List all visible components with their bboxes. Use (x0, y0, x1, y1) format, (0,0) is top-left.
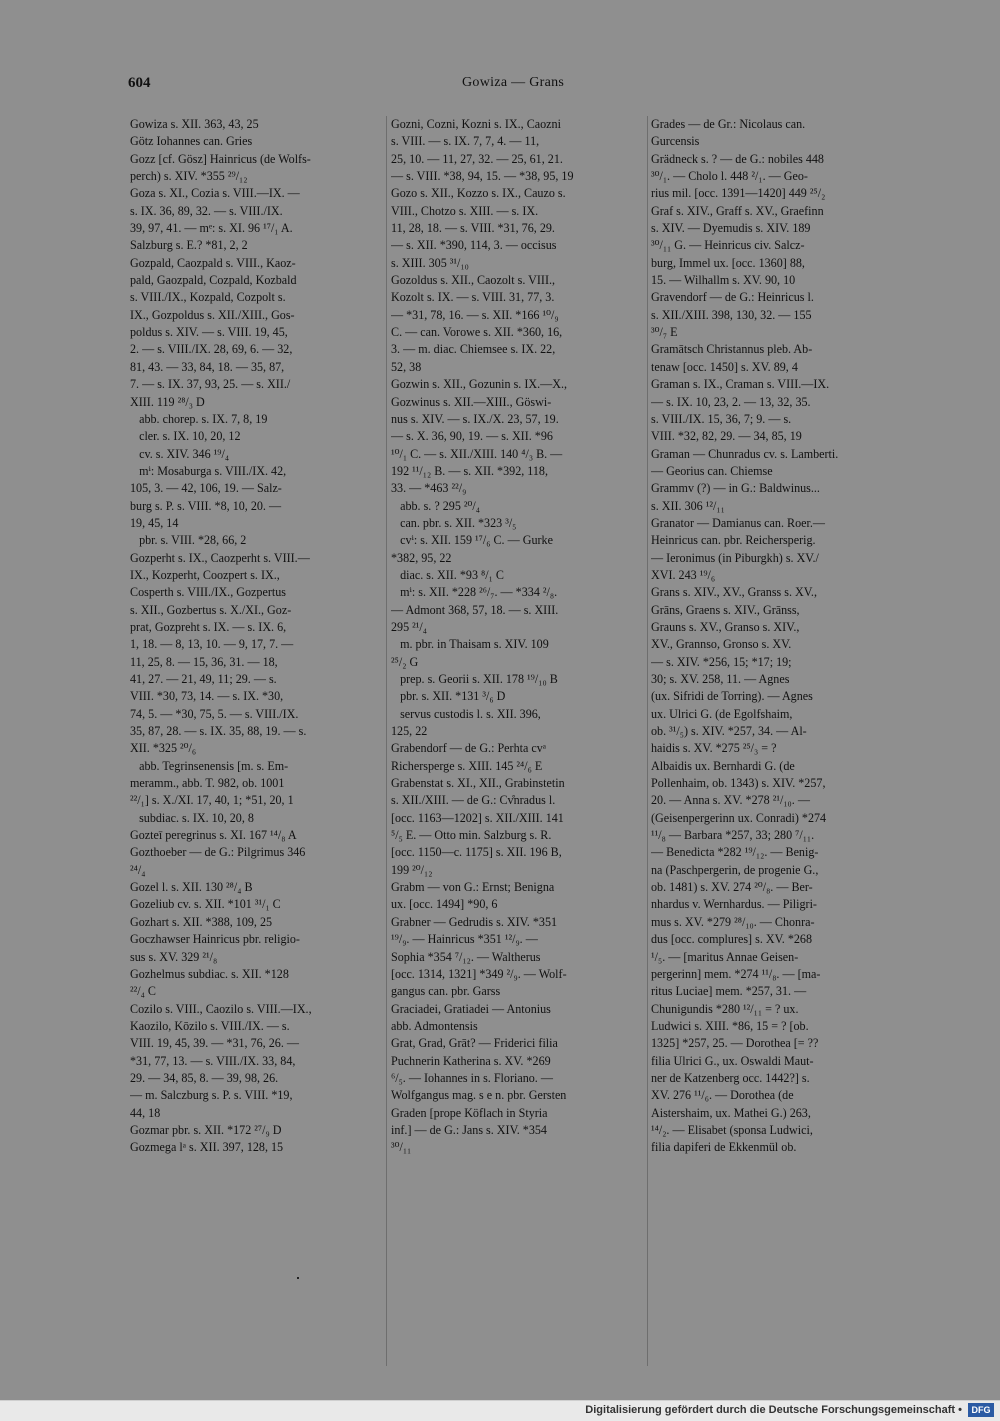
column-divider (386, 116, 387, 1366)
index-line: s. XII. 306 ¹²/₁₁ (651, 498, 725, 513)
index-line: gangus can. pbr. Garss (391, 984, 501, 999)
index-line: Gurcensis (651, 134, 700, 149)
index-line: 20. — Anna s. XV. *278 ²¹/₁₀. — (651, 793, 810, 808)
index-line: — Benedicta *282 ¹⁹/₁₂. — Benig- (651, 845, 819, 860)
index-line: prep. s. Georii s. XII. 178 ¹⁹/₁₀ B (391, 672, 558, 686)
index-line: pbr. s. XII. *131 ³/₆ D (391, 689, 506, 704)
index-line: [occ. 1163—1202] s. XII./XIII. 141 (391, 810, 564, 825)
index-line: s. VIII./IX., Kozpald, Cozpolt s. (130, 290, 286, 305)
index-line: subdiac. s. IX. 10, 20, 8 (130, 810, 254, 825)
index-line: Gozwinus s. XII.—XIII., Göswi- (391, 394, 552, 409)
index-line: rius mil. [occ. 1391—1420] 449 ²⁵/₂ (651, 186, 826, 201)
index-line: C. — can. Vorowe s. XII. *360, 16, (391, 325, 563, 340)
index-line: can. pbr. s. XII. *323 ³/₅ (391, 515, 517, 530)
index-line: IX., Kozperht, Coozpert s. IX., (130, 567, 280, 582)
index-line: ³⁰/₁₁ G. — Heinricus civ. Salcz- (651, 238, 805, 253)
index-line: ¹⁰/₁ C. — s. XII./XIII. 140 ⁴/₃ B. — (391, 446, 563, 461)
index-line: 1325] *257, 25. — Dorothea [= ?? (651, 1036, 819, 1051)
index-line: prat, Gozpreht s. IX. — s. IX. 6, (130, 619, 287, 634)
index-line: Gozmar pbr. s. XII. *172 ²⁷/₉ D (130, 1122, 282, 1137)
index-line: 105, 3. — 42, 106, 19. — Salz- (130, 481, 282, 496)
index-line: Goza s. XI., Cozia s. VIII.—IX. — (130, 186, 300, 201)
index-line: ner de Katzenberg occ. 1442?] s. (651, 1070, 810, 1085)
index-line: ¹¹/₈ — Barbara *257, 33; 280 ⁷/₁₁. (651, 828, 815, 843)
index-line: XII. *325 ²⁰/₆ (130, 741, 197, 756)
index-line: 2. — s. VIII./IX. 28, 69, 6. — 32, (130, 342, 293, 357)
page-number: 604 (128, 75, 151, 91)
index-line: Gravendorf — de G.: Heinricus l. (651, 290, 814, 305)
index-line: 33. — *463 ²²/₉ (391, 481, 467, 496)
index-line: s. VIII./IX. 15, 36, 7; 9. — s. (651, 411, 792, 426)
index-line: Gozhart s. XII. *388, 109, 25 (130, 914, 273, 929)
index-line: Gozteī peregrinus s. XI. 167 ¹⁴/₈ A (130, 828, 297, 843)
index-line: Heinricus can. pbr. Reichersperig. (651, 533, 816, 548)
index-line: 192 ¹¹/₁₂ B. — s. XII. *392, 118, (391, 463, 549, 478)
index-line: ¹/₅. — [maritus Annae Geisen- (651, 949, 799, 964)
index-line: Wolfgangus mag. s e n. pbr. Gersten (391, 1088, 567, 1103)
index-column-1 (130, 116, 380, 1157)
index-line: Gozoldus s. XII., Caozolt s. VIII., (391, 273, 556, 288)
dfg-logo[interactable]: DFG (968, 1403, 994, 1417)
index-line: Grades — de Gr.: Nicolaus can. (651, 117, 806, 131)
column-divider (647, 116, 648, 1366)
index-line: XV., Grannso, Gronso s. XV. (651, 637, 792, 652)
index-line: Salzburg s. E.? *81, 2, 2 (130, 238, 248, 253)
index-line: — Georius can. Chiemse (651, 463, 773, 478)
index-line: Gowiza s. XII. 363, 43, 25 (130, 117, 259, 131)
index-line: s. VIII. — s. IX. 7, 7, 4. — 11, (391, 134, 540, 149)
index-line: Gozz [cf. Gösz] Hainricus (de Wolfs- (130, 151, 311, 166)
index-line: 15. — Wilhallm s. XV. 90, 10 (651, 273, 796, 288)
index-line: Pollenhaim, ob. 1343) s. XIV. *257, (651, 776, 826, 791)
index-line: s. XII./XIII. — de G.: Cv̊nradus l. (391, 793, 556, 808)
index-line: ux. Ulrici G. (de Egolfshaim, (651, 706, 793, 721)
index-line: 52, 38 (391, 359, 422, 374)
index-line: *31, 77, 13. — s. VIII./IX. 33, 84, (130, 1053, 296, 1068)
index-line: ⁶/₅. — Iohannes in s. Floriano. — (391, 1070, 553, 1085)
index-line: — Admont 368, 57, 18. — s. XIII. (391, 602, 559, 617)
index-line: 35, 87, 28. — s. IX. 35, 88, 19. — s. (130, 724, 307, 739)
index-line: ob. ³¹/₅) s. XIV. *257, 34. — Al- (651, 724, 807, 739)
index-line: XIII. 119 ²⁸/₃ D (130, 394, 205, 409)
index-line: ux. [occ. 1494] *90, 6 (391, 897, 498, 912)
index-line: 25, 10. — 11, 27, 32. — 25, 61, 21. (391, 151, 563, 166)
index-line: s. XII./XIII. 398, 130, 32. — 155 (651, 307, 812, 322)
index-line: cvⁱ: s. XII. 159 ¹⁷/₆ C. — Gurke (391, 533, 553, 548)
index-line: m. pbr. in Thaisam s. XIV. 109 (391, 637, 549, 652)
index-line: poldus s. XIV. — s. VIII. 19, 45, (130, 325, 288, 340)
index-line: 74, 5. — *30, 75, 5. — s. VIII./IX. (130, 706, 299, 721)
index-line: Grauns s. XV., Granso s. XIV., (651, 619, 800, 634)
index-line: diac. s. XII. *93 ⁸/₁ C (391, 567, 504, 582)
index-line: nus s. XIV. — s. IX./X. 23, 57, 19. (391, 411, 559, 426)
index-line: ³⁰/₁₁ (391, 1140, 412, 1155)
index-line: cler. s. IX. 10, 20, 12 (130, 429, 241, 444)
index-line: 295 ²¹/₄ (391, 619, 427, 634)
index-line: 199 ²⁰/₁₂ (391, 862, 433, 877)
index-line: 3. — m. diac. Chiemsee s. IX. 22, (391, 342, 556, 357)
index-line: abb. chorep. s. IX. 7, 8, 19 (130, 411, 268, 426)
index-line: — s. XIV. *256, 15; *17; 19; (651, 654, 792, 669)
index-line: pbr. s. VIII. *28, 66, 2 (130, 533, 247, 548)
index-line: pald, Gaozpald, Cozpald, Kozbald (130, 273, 297, 288)
index-line: ²²/₁] s. X./XI. 17, 40, 1; *51, 20, 1 (130, 793, 294, 808)
index-line: (ux. Sifridi de Torring). — Agnes (651, 689, 813, 704)
index-line: servus custodis l. s. XII. 396, (391, 706, 541, 721)
index-line: mⁱ: Mosaburga s. VIII./IX. 42, (130, 463, 287, 478)
index-line: Gozel l. s. XII. 130 ²⁸/₄ B (130, 880, 253, 895)
index-line: VIII. *30, 73, 14. — s. IX. *30, (130, 689, 284, 704)
index-line: Gozperht s. IX., Caozperht s. VIII.— (130, 550, 310, 565)
index-line: ¹⁴/₂. — Elisabet (sponsa Ludwici, (651, 1122, 813, 1137)
index-line: 81, 43. — 33, 84, 18. — 35, 87, (130, 359, 285, 374)
index-line: 125, 22 (391, 724, 428, 739)
index-line: s. XIII. 305 ³¹/₁₀ (391, 255, 469, 270)
index-line: ³⁰/₁. — Cholo l. 448 ²/₁. — Geo- (651, 169, 808, 184)
index-line: s. XIV. — Dyemudis s. XIV. 189 (651, 221, 811, 236)
index-line: burg s. P. s. VIII. *8, 10, 20. — (130, 498, 282, 513)
index-line: VIII. *32, 82, 29. — 34, 85, 19 (651, 429, 802, 444)
index-line: Graciadei, Gratiadei — Antonius (391, 1001, 551, 1016)
index-line: mⁱ: s. XII. *228 ²⁶/₇. — *334 ²/₈. (391, 585, 558, 600)
index-line: Grans s. XIV., XV., Granss s. XV., (651, 585, 817, 600)
index-line: na (Paschpergerin, de progenie G., (651, 862, 819, 877)
page-mark (297, 1277, 299, 1279)
index-line: Grädneck s. ? — de G.: nobiles 448 (651, 151, 824, 166)
index-line: meramm., abb. T. 982, ob. 1001 (130, 776, 285, 791)
index-line: Puchnerin Katherina s. XV. *269 (391, 1053, 551, 1068)
index-line: Götz Iohannes can. Gries (130, 134, 253, 149)
index-line: Graden [prope Köflach in Styria (391, 1105, 548, 1120)
index-column-2 (391, 116, 643, 1157)
index-line: Gozni, Cozni, Kozni s. IX., Caozni (391, 117, 561, 131)
index-line: Chunigundis *280 ¹²/₁₁ = ? ux. (651, 1001, 799, 1016)
index-line: Sophia *354 ⁷/₁₂. — Waltherus (391, 949, 541, 964)
index-line: Graman — Chunradus cv. s. Lamberti. (651, 446, 839, 461)
index-line: Gozwin s. XII., Gozunin s. IX.—X., (391, 377, 568, 392)
index-line: Grāns, Graens s. XIV., Grānss, (651, 602, 800, 617)
index-line: — s. X. 36, 90, 19. — s. XII. *96 (391, 429, 553, 444)
index-line: abb. Admontensis (391, 1018, 478, 1033)
index-line: 39, 97, 41. — mᵉ: s. XI. 96 ¹⁷/₁ A. (130, 221, 293, 236)
running-title: Gowiza — Grans (462, 75, 565, 90)
index-line: Grat, Grad, Grāt? — Friderici filia (391, 1036, 558, 1051)
index-line: *382, 95, 22 (391, 550, 452, 565)
index-line: mus s. XV. *279 ²⁸/₁₀. — Chonra- (651, 914, 815, 929)
index-line: XVI. 243 ¹⁹/₆ (651, 567, 716, 582)
index-line: XV. 276 ¹¹/₆. — Dorothea (de (651, 1088, 794, 1103)
index-line: nhardus v. Wernhardus. — Piligri- (651, 897, 817, 912)
index-line: Grabner — Gedrudis s. XIV. *351 (391, 914, 558, 929)
index-line: — Ieronimus (in Piburgkh) s. XV./ (651, 550, 819, 565)
footer-credit: Digitalisierung gefördert durch die Deutsche Forschungsgemeinschaft • (585, 1404, 962, 1416)
index-line: Kaozilo, Kōzilo s. VIII./IX. — s. (130, 1018, 290, 1033)
index-line: ob. 1481) s. XV. 274 ²⁰/₈. — Ber- (651, 880, 813, 895)
index-line: dus [occ. complures] s. XV. *268 (651, 932, 813, 947)
index-line: Kozolt s. IX. — s. VIII. 31, 77, 3. (391, 290, 555, 305)
index-line: Gozmega lᵃ s. XII. 397, 128, 15 (130, 1140, 284, 1155)
index-line: 30; s. XV. 258, 11. — Agnes (651, 672, 790, 686)
index-line: 1, 18. — 8, 13, 10. — 9, 17, 7. — (130, 637, 294, 652)
index-line: — s. IX. 10, 23, 2. — 13, 32, 35. (651, 394, 811, 409)
index-line: Ludwici s. XIII. *86, 15 = ? [ob. (651, 1018, 809, 1033)
index-line: [occ. 1314, 1321] *349 ²/₉. — Wolf- (391, 966, 567, 981)
index-line: VIII., Chotzo s. XIII. — s. IX. (391, 203, 539, 218)
footer-bar (0, 1400, 1000, 1421)
index-line: ²²/₄ C (130, 984, 156, 999)
index-line: filia dapiferi de Ekkenmül ob. (651, 1140, 797, 1155)
index-line: inf.] — de G.: Jans s. XIV. *354 (391, 1122, 547, 1137)
index-line: Goczhawser Hainricus pbr. religio- (130, 932, 300, 947)
index-line: — s. VIII. *38, 94, 15. — *38, 95, 19 (391, 169, 574, 184)
index-line: [occ. 1150—c. 1175] s. XII. 196 B, (391, 845, 562, 860)
index-line: ritus Luciae] mem. *257, 31. — (651, 984, 807, 999)
index-line: abb. Tegrinsenensis [m. s. Em- (130, 758, 289, 773)
index-line: ¹⁹/₉. — Hainricus *351 ¹²/₉. — (391, 932, 538, 947)
index-line: Cozilo s. VIII., Caozilo s. VIII.—IX., (130, 1001, 312, 1016)
index-line: Richersperge s. XIII. 145 ²⁴/₆ E (391, 758, 543, 773)
index-line: Albaidis ux. Bernhardi G. (de (651, 758, 795, 773)
index-line: Graf s. XIV., Graff s. XV., Graefinn (651, 203, 824, 218)
index-line: VIII. 19, 45, 39. — *31, 76, 26. — (130, 1036, 299, 1051)
index-line: filia Ulrici G., ux. Oswaldi Maut- (651, 1053, 814, 1068)
index-line: Gozpald, Caozpald s. VIII., Kaoz- (130, 255, 296, 270)
index-line: ⁵/₅ E. — Otto min. Salzburg s. R. (391, 828, 552, 843)
index-line: Aistershaim, ux. Mathei G.) 263, (651, 1105, 811, 1120)
index-line: s. XII., Gozbertus s. X./XI., Goz- (130, 602, 292, 617)
index-line: sus s. XV. 329 ²¹/₈ (130, 949, 218, 964)
index-line: Gramātsch Christannus pleb. Ab- (651, 342, 813, 357)
index-line: cv. s. XIV. 346 ¹⁹/₄ (130, 446, 230, 461)
index-line: abb. s. ? 295 ²⁰/₄ (391, 498, 480, 513)
index-line: ³⁰/₇ E (651, 325, 678, 340)
index-line: Gozthoeber — de G.: Pilgrimus 346 (130, 845, 306, 860)
index-line: Gozeliub cv. s. XII. *101 ³¹/₁ C (130, 897, 281, 912)
index-line: IX., Gozpoldus s. XII./XIII., Gos- (130, 307, 295, 322)
index-line: tenaw [occ. 1450] s. XV. 89, 4 (651, 359, 798, 374)
index-line: Grammv (?) — in G.: Baldwinus... (651, 481, 820, 496)
index-line: 29. — 34, 85, 8. — 39, 98, 26. (130, 1070, 279, 1085)
index-line: — m. Salczburg s. P. s. VIII. *19, (130, 1088, 293, 1103)
index-line: Gozo s. XII., Kozzo s. IX., Cauzo s. (391, 186, 566, 201)
index-line: 11, 28, 18. — s. VIII. *31, 76, 29. (391, 221, 555, 236)
index-line: Gozhelmus subdiac. s. XII. *128 (130, 966, 289, 981)
index-line: Graman s. IX., Craman s. VIII.—IX. (651, 377, 830, 392)
index-line: Grabm — von G.: Ernst; Benigna (391, 880, 555, 895)
index-line: haidis s. XV. *275 ²⁵/₃ = ? (651, 741, 777, 756)
index-line: 41, 27. — 21, 49, 11; 29. — s. (130, 672, 277, 686)
index-line: — *31, 78, 16. — s. XII. *166 ¹⁰/₉ (391, 307, 559, 322)
index-line: ²⁵/₂ G (391, 654, 419, 669)
index-column-3 (651, 116, 906, 1157)
index-line: 44, 18 (130, 1105, 161, 1120)
index-line: perch) s. XIV. *355 ²⁹/₁₂ (130, 169, 248, 184)
index-line: 7. — s. IX. 37, 93, 25. — s. XII./ (130, 377, 291, 392)
index-line: Grabendorf — de G.: Perhta cvᵃ (391, 741, 547, 756)
index-line: Cosperth s. VIII./IX., Gozpertus (130, 585, 286, 600)
index-line: 19, 45, 14 (130, 515, 179, 530)
index-line: Granator — Damianus can. Roer.— (651, 515, 825, 530)
index-line: (Geisenpergerinn ux. Conradi) *274 (651, 810, 827, 825)
index-line: 11, 25, 8. — 15, 36, 31. — 18, (130, 654, 278, 669)
index-line: burg, Immel ux. [occ. 1360] 88, (651, 255, 805, 270)
index-line: — s. XII. *390, 114, 3. — occisus (391, 238, 557, 253)
index-line: pergerinn] mem. *274 ¹¹/₈. — [ma- (651, 966, 821, 981)
index-line: ²⁴/₄ (130, 862, 146, 877)
index-line: Grabenstat s. XI., XII., Grabinstetin (391, 776, 565, 791)
index-line: s. IX. 36, 89, 32. — s. VIII./IX. (130, 203, 283, 218)
